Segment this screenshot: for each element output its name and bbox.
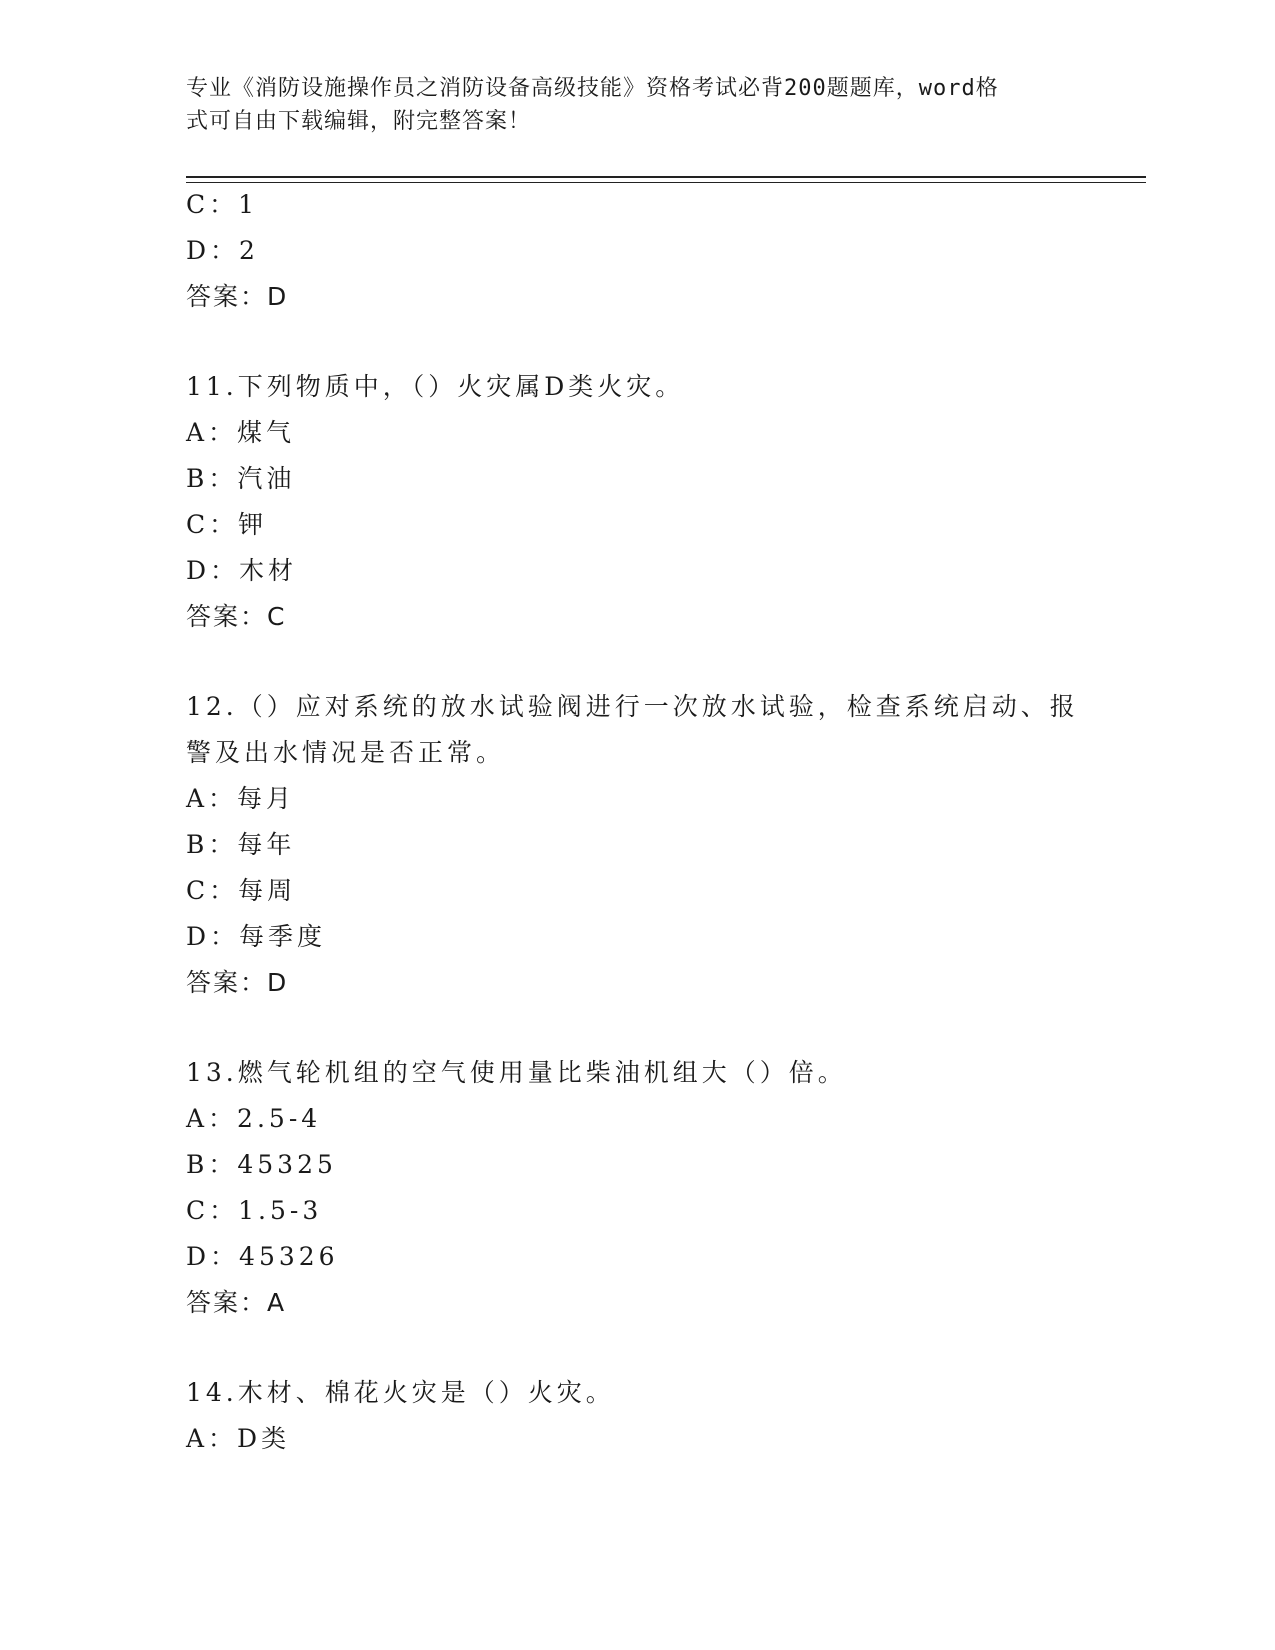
document-body	[186, 190, 1086, 1470]
question-block-12	[186, 692, 1086, 998]
header-rule-thin	[186, 182, 1146, 183]
document-header	[186, 72, 1066, 138]
option-d: D：45326	[186, 1242, 339, 1271]
answer: 答案：D	[186, 968, 289, 997]
question-block-11	[186, 372, 1086, 632]
option-b: B：汽油	[186, 464, 296, 493]
answer: 答案：D	[186, 282, 289, 311]
question-block-prev	[186, 190, 1086, 312]
option-b: B：每年	[186, 830, 296, 859]
option-c: C：1	[186, 190, 259, 219]
question-text: 11.下列物质中，（）火灾属D类火灾。	[186, 372, 685, 401]
spacer	[186, 312, 1086, 372]
answer: 答案：C	[186, 602, 287, 631]
question-block-14	[186, 1378, 1086, 1454]
option-c: C：每周	[186, 876, 297, 905]
question-text: 14.木材、棉花火灾是（）火灾。	[186, 1378, 615, 1407]
option-d: D：2	[186, 236, 259, 265]
spacer	[186, 998, 1086, 1058]
question-text-line-1: 12.（）应对系统的放水试验阀进行一次放水试验，检查系统启动、报	[186, 692, 1079, 721]
option-a: A：2.5-4	[186, 1104, 322, 1133]
option-a: A：D类	[186, 1424, 291, 1453]
answer: 答案：A	[186, 1288, 287, 1317]
option-d: D：木材	[186, 556, 298, 585]
option-c: C：钾	[186, 510, 268, 539]
header-line-1: 专业《消防设施操作员之消防设备高级技能》资格考试必背200题题库，word格	[186, 76, 999, 101]
header-line-2: 式可自由下载编辑，附完整答案！	[186, 109, 532, 134]
header-rule-thick	[186, 176, 1146, 178]
question-text-line-2: 警及出水情况是否正常。	[186, 738, 506, 767]
option-d: D：每季度	[186, 922, 327, 951]
spacer	[186, 1318, 1086, 1378]
option-a: A：煤气	[186, 418, 296, 447]
question-text: 13.燃气轮机组的空气使用量比柴油机组大（）倍。	[186, 1058, 847, 1087]
spacer	[186, 632, 1086, 692]
option-c: C：1.5-3	[186, 1196, 323, 1225]
question-block-13	[186, 1058, 1086, 1318]
option-b: B：45325	[186, 1150, 337, 1179]
option-a: A：每月	[186, 784, 296, 813]
